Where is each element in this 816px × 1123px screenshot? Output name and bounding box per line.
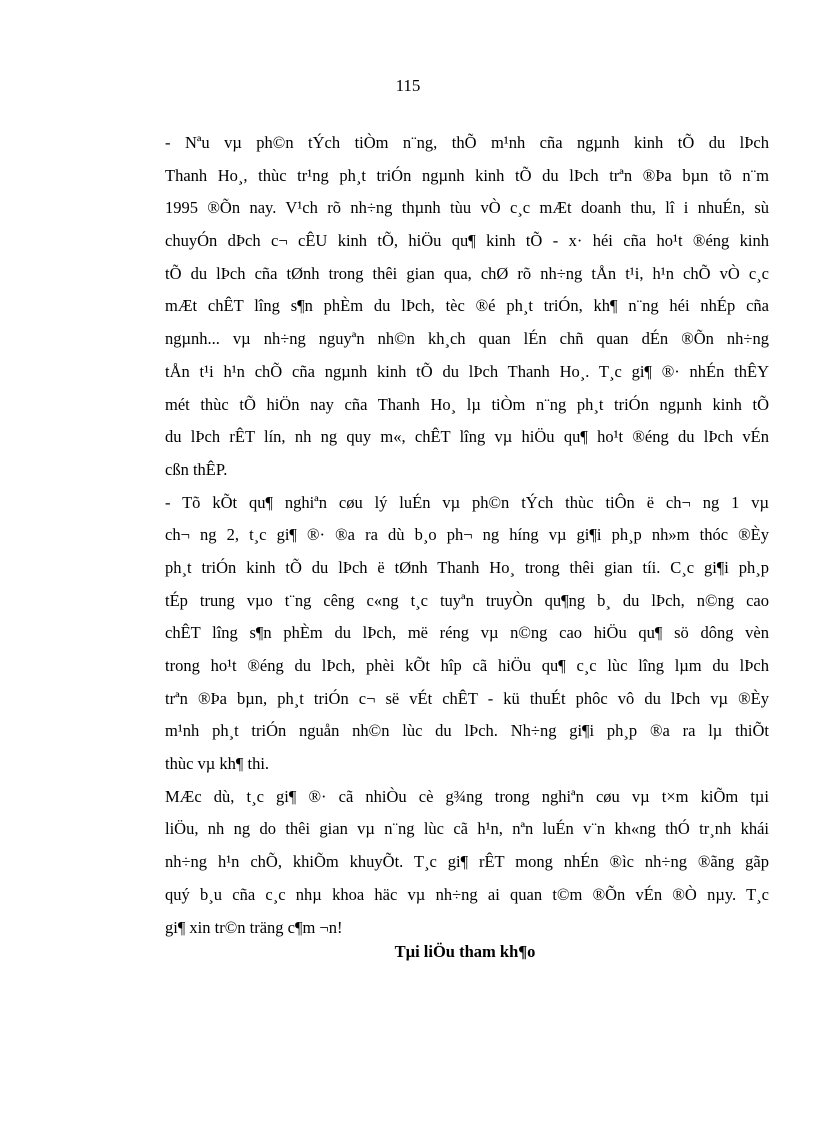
paragraph-line: trong ho¹t ®éng du lÞch, phèi kÕt hîp cã hiÖu qu¶ c¸c lùc lîng lµm du lÞch: [165, 656, 769, 675]
paragraph-line: ch¬ ng 2, t¸c gi¶ ®· ®a ra dù b¸o ph¬ ng híng vµ gi¶i ph¸p nh»m thóc ®Èy: [165, 525, 769, 545]
paragraph-line: Thanh Ho¸, thùc tr¹ng ph¸t triÓn ngµnh kinh tÕ du lÞch trªn ®Þa bµn tõ n¨m: [165, 165, 769, 185]
paragraph-line: m¹nh ph¸t triÓn nguån nh©n lùc du lÞch. Nh÷ng gi¶i ph¸p ®a ra lµ thiÕt: [165, 721, 769, 741]
paragraph-line: quý b¸u cña c¸c nhµ khoa häc vµ nh÷ng ai quan t©m ®Õn vÉn ®Ò nµy. T¸c: [165, 884, 769, 904]
paragraph-line: ngµnh... vµ nh÷ng nguyªn nh©n kh¸ch quan lÉn chñ quan dÉn ®Õn nh÷ng: [165, 329, 769, 349]
paragraph-line: chuyÓn dÞch c¬ cÊU kinh tÕ, hiÖu qu¶ kinh tÕ - x· héi cña ho¹t ®éng kinh: [165, 231, 769, 251]
paragraph-line: - Tõ kÕt qu¶ nghiªn cøu lý luÉn vµ ph©n tÝch thùc tiÔn ë ch¬ ng 1 vµ: [165, 492, 769, 512]
paragraph-line: 1995 ®Õn nay. V¹ch rõ nh÷ng thµnh tùu vÒ c¸c mÆt doanh thu, lî i nhuÉn, sù: [165, 198, 769, 218]
paragraph-line: cßn thÊP.: [165, 459, 228, 479]
page-number: 115: [395, 76, 421, 95]
paragraph-line: thùc vµ kh¶ thi.: [165, 754, 270, 774]
paragraph-line: du lÞch rÊT lín, nh ng quy m«, chÊT lîng vµ hiÖu qu¶ ho¹t ®éng du lÞch vÉn: [165, 427, 769, 447]
paragraph-line: MÆc dù, t¸c gi¶ ®· cã nhiÒu cè g¾ng trong nghiªn cøu vµ t×m kiÕm tµi: [165, 786, 769, 806]
paragraph-line: tÉp trung vµo t¨ng cêng c«ng t¸c tuyªn truyÒn qu¶ng b¸ du lÞch, n©ng cao: [165, 590, 769, 610]
paragraph-line: tÅn t¹i h¹n chÕ cña ngµnh kinh tÕ du lÞch Thanh Ho¸. T¸c gi¶ ®· nhÉn thÊY: [165, 361, 769, 381]
paragraph-line: mét thùc tÕ hiÖn nay cña Thanh Ho¸ lµ tiÒm n¨ng ph¸t triÓn ngµnh kinh tÕ: [165, 394, 769, 414]
paragraph-line: nh÷ng h¹n chÕ, khiÕm khuyÕt. T¸c gi¶ rÊT mong nhÉn ®ìc nh÷ng ®ãng gãp: [165, 852, 769, 872]
references-heading: Tµi liÖu tham kh¶o: [394, 942, 536, 961]
paragraph-line: mÆt chÊT lîng s¶n phÈm du lÞch, tèc ®é ph¸t triÓn, kh¶ n¨ng héi nhÉp cña: [165, 296, 769, 316]
paragraph-line: tÕ du lÞch cña tØnh trong thêi gian qua, chØ rõ nh÷ng tÅn t¹i, h¹n chÕ vÒ c¸c: [165, 263, 769, 283]
paragraph-line: gi¶ xin tr©n träng c¶m ¬n!: [165, 917, 343, 937]
paragraph-line: - Nªu vµ ph©n tÝch tiÒm n¨ng, thÕ m¹nh cña ngµnh kinh tÕ du lÞch: [165, 133, 769, 152]
paragraph-line: ph¸t triÓn kinh tÕ du lÞch ë tØnh Thanh Ho¸ trong thêi gian tíi. C¸c gi¶i ph¸p: [165, 557, 769, 577]
paragraph-line: liÖu, nh ng do thêi gian vµ n¨ng lùc cã h¹n, nªn luÉn v¨n kh«ng thÓ tr¸nh khái: [165, 819, 769, 839]
body-text: [165, 127, 769, 944]
paragraph-line: chÊT lîng s¶n phÈm du lÞch, më réng vµ n©ng cao hiÖu qu¶ sö dông vèn: [165, 623, 769, 643]
paragraph-line: trªn ®Þa bµn, ph¸t triÓn c¬ së vÉt chÊT - kü thuÉt phôc vô du lÞch vµ ®Èy: [165, 688, 769, 708]
